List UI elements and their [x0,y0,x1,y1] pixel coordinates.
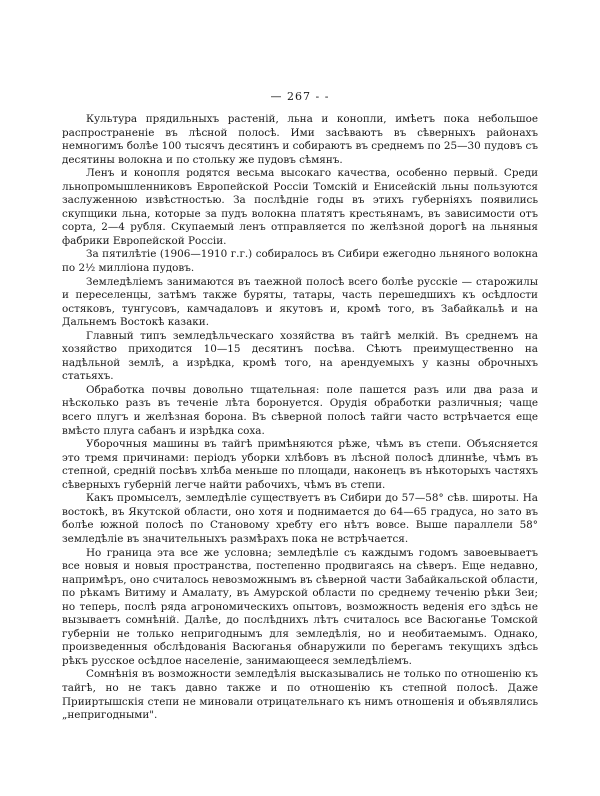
body-text [62,113,538,723]
page-number: — 267 - - [270,90,330,103]
paragraph-northward-advance: Но граница эта все же условна; земледѣліе съ каждымъ годомъ завоевываетъ все новыя и новыя пространства, постепенно продвигаясь на сѣверъ. Еще недавно, напримѣръ, оно считалось невозможнымъ въ сѣверной части Забайкальской области, по рѣкамъ Витиму и Амалату, въ Амурской области по среднему теченію рѣки Зеи; но теперь, послѣ ряда агрономическихъ опытовъ, возможность веденія его здѣсь не вызываетъ сомнѣній. Далѣе, до послѣднихъ лѣтъ считалось все Васюганье Томской губерніи не только непригоднымъ для земледѣлія, но и необитаемымъ. Однако, произведенныя обслѣдованія Васюганья обнаружили по берегамъ текущихъ здѣсь рѣкъ русское осѣдлое населеніе, занимающееся земледѣліемъ. [62,546,538,667]
paragraph-harvest-machines: Уборочныя машины въ тайгѣ примѣняются рѣже, чѣмъ въ степи. Объясняется это тремя причинами: періодъ уборки хлѣбовъ въ лѣсной полосѣ длиннѣе, чѣмъ въ степной, средній посѣвъ хлѣба меньше по площади, наконецъ въ нѣкоторыхъ частяхъ сѣверныхъ губерній легче найти рабочихъ, чѣмъ въ степи. [62,438,538,491]
paragraph-flax-quality: Ленъ и конопля родятся весьма высокаго качества, особенно первый. Среди льнопромышленниковъ Европейской Россіи Томскій и Енисейскій льны пользуются заслуженною извѣстностью. За послѣдніе годы въ этихъ губерніяхъ появились скупщики льна, которые за пудъ волокна платятъ крестьянамъ, въ зависимости отъ сорта, 2—4 рубля. Скупаемый ленъ отправляется по желѣзной дорогѣ на льняныя фабрики Европейской Россіи. [62,167,538,247]
paragraph-doubts: Сомнѣнія въ возможности земледѣлія высказывались не только по отношенію къ тайгѣ, но не такъ давно также и по отношенію къ степной полосѣ. Даже Прииртышскія степи не миновали отрицательнаго къ нимъ отношенія и объявлялись „непригодными". [62,668,538,722]
paragraph-soil-tillage: Обработка почвы довольно тщательная: поле пашется разъ или два раза и нѣсколько разъ въ теченіе лѣта боронуется. Орудія обработки различныя; чаще всего плугъ и желѣзная борона. Въ сѣверной полосѣ тайги часто встрѣчается еще вмѣсто плуга сабанъ и изрѣдка соха. [62,383,538,437]
paragraph-agriculture-peoples: Земледѣліемъ занимаются въ таежной полосѣ всего болѣе русскіе — старожилы и переселенцы, затѣмъ также буряты, татары, часть перешедшихъ къ осѣдлости остяковъ, тунгусовъ, камчадаловъ и якутовъ и, кромѣ того, въ Забайкальѣ и на Дальнемъ Востокѣ казаки. [62,275,538,329]
paragraph-farm-type: Главный типъ земледѣльческаго хозяйства въ тайгѣ мелкій. Въ среднемъ на хозяйство приходится 10—15 десятинъ посѣва. Сѣютъ преимущественно на надѣльной землѣ, а изрѣдка, кромѣ того, на арендуемыхъ у казны оброчныхъ статьяхъ. [62,329,538,383]
paragraph-flax-hemp: Культура прядильныхъ растеній, льна и конопли, имѣетъ пока небольшое распространеніе въ лѣсной полосѣ. Ими засѣваютъ въ сѣверныхъ районахъ немногимъ болѣе 100 тысячъ десятинъ и собираютъ въ среднемъ по 25—30 пудовъ съ десятины волокна и по стольку же пудовъ сѣмянъ. [62,113,538,166]
paragraph-flax-harvest: За пятилѣтіе (1906—1910 г.г.) собиралось въ Сибири ежегодно льняного волокна по 2½ милліона пудовъ. [62,248,538,275]
paragraph-latitude-limit: Какъ промыселъ, земледѣліе существуетъ въ Сибири до 57—58° сѣв. широты. На востокѣ, въ Якутской области, оно хотя и поднимается до 64—65 градуса, но зато въ болѣе южной полосѣ по Становому хребту его нѣтъ вовсе. Выше параллели 58° земледѣліе въ значительныхъ размѣрахъ пока не встрѣчается. [62,492,538,545]
